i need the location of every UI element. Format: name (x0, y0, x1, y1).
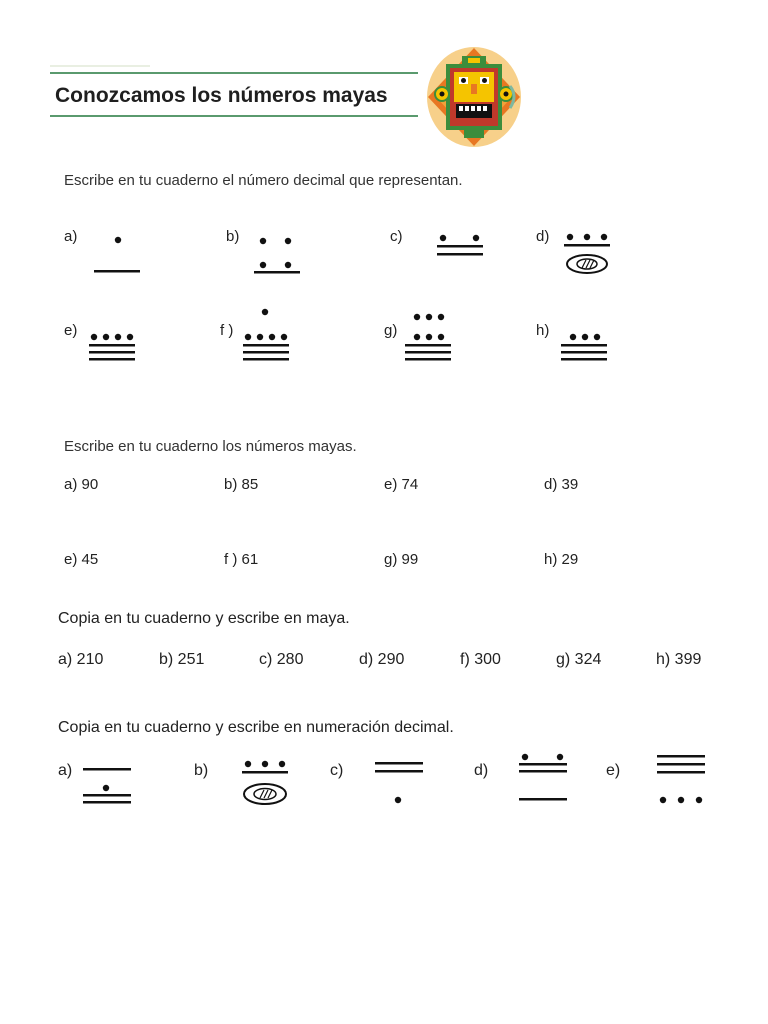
section1-instruction: Escribe en tu cuaderno el número decimal que representan. (64, 172, 463, 189)
s2-item-a: a) 90 (64, 476, 99, 493)
page-title: Conozcamos los números mayas (55, 84, 388, 107)
section3-instruction: Copia en tu cuaderno y escribe en maya. (58, 610, 350, 627)
s2-item-e: e) 45 (64, 551, 99, 568)
s3-item-d: d) 290 (359, 651, 405, 668)
mayan-mask-emblem-icon (426, 46, 522, 148)
header-rule-bottom (50, 115, 418, 117)
header-rule-top (50, 72, 418, 74)
s4-item-c-label: c) (330, 762, 344, 779)
s3-item-g: g) 324 (556, 651, 602, 668)
s1-numeral-e (88, 332, 136, 362)
s1-item-a-label: a) (64, 228, 78, 245)
s4-numeral-b (240, 757, 290, 809)
s4-item-a-label: a) (58, 762, 73, 779)
s2-item-g: g) 99 (384, 551, 419, 568)
s4-numeral-a (82, 766, 132, 806)
s2-item-d: d) 39 (544, 476, 579, 493)
s3-item-a: a) 210 (58, 651, 104, 668)
s2-item-f: f ) 61 (224, 551, 259, 568)
s4-numeral-d (518, 752, 568, 802)
s1-item-g-label: g) (384, 322, 398, 339)
s1-item-h-label: h) (536, 322, 550, 339)
s2-item-b: b) 85 (224, 476, 259, 493)
s1-item-b-label: b) (226, 228, 240, 245)
s1-item-d-label: d) (536, 228, 550, 245)
s1-numeral-d (562, 230, 612, 278)
s1-item-f-label: f ) (220, 322, 234, 339)
s1-numeral-b (252, 232, 300, 274)
s1-item-c-label: c) (390, 228, 403, 245)
s1-numeral-g (404, 312, 452, 362)
s2-item-h: h) 29 (544, 551, 579, 568)
s3-item-b: b) 251 (159, 651, 205, 668)
s3-item-c: c) 280 (259, 651, 304, 668)
s4-item-d-label: d) (474, 762, 489, 779)
s4-item-e-label: e) (606, 762, 621, 779)
s1-numeral-c (436, 232, 484, 260)
s1-numeral-a (92, 232, 142, 278)
section4-instruction: Copia en tu cuaderno y escribe en numeración decimal. (58, 719, 454, 736)
header-accent-line (50, 65, 150, 67)
s4-item-b-label: b) (194, 762, 209, 779)
s2-item-c: e) 74 (384, 476, 419, 493)
s3-item-h: h) 399 (656, 651, 702, 668)
section2-instruction: Escribe en tu cuaderno los números mayas. (64, 438, 357, 455)
s1-numeral-h (560, 332, 608, 362)
s1-item-e-label: e) (64, 322, 78, 339)
s4-numeral-c (374, 761, 424, 805)
s4-numeral-e (656, 754, 706, 804)
s1-numeral-f (242, 306, 290, 362)
s3-item-f: f) 300 (460, 651, 501, 668)
